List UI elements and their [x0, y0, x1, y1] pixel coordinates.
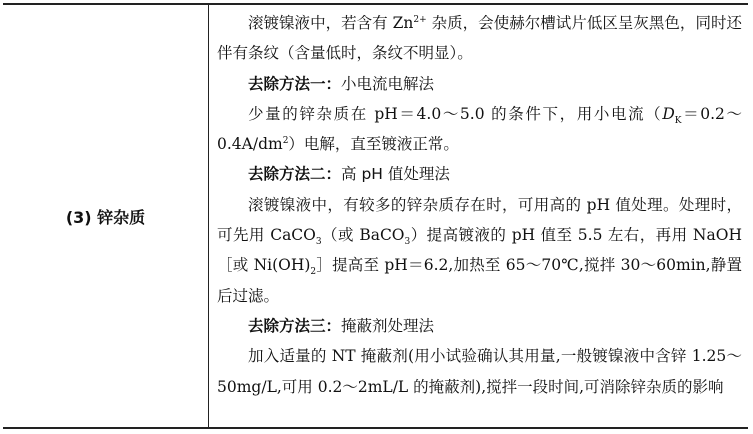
zinc-impurity-table — [3, 3, 748, 429]
method1-paragraph: 少量的锌杂质在 pH＝4.0～5.0 的条件下，用小电流$(D_K=0.2\sim 0.4A/dm^2)$电解，直至镀液正常。 — [217, 104, 742, 154]
method2-heading: 去除方法二：高 pH 值处理法 — [248, 165, 450, 184]
method1-heading: 去除方法一：小电流电解法 — [248, 74, 435, 93]
description-cell — [209, 5, 748, 427]
method2-paragraph: 滚镀镍液中，有较多的锌杂质存在时，可用高的 pH 值处理。处理时，可先用 CaCO$_3$（或 BaCO$_3$）提高镀液的 pH 值至 5.5 左右，再用 NaOH［或 $Ni(OH)_2]$提高至 pH＝6.2,加热至 65～70℃,搅拌 30～60min,静置后过滤。 — [217, 195, 742, 305]
method3-paragraph: 加入适量的 NT 掩蔽剂(用小试验确认其用量,一般镀镍液中含锌 1.25～50mg/L,可用 0.2～2mL/L 的掩蔽剂),搅拌一段时间,可消除锌杂质的影响 — [217, 347, 742, 396]
row-label: (3) 锌杂质 — [3, 5, 209, 427]
method3-heading: 去除方法三：掩蔽剂处理法 — [248, 316, 435, 335]
intro-paragraph: 滚镀镍液中，若含有 $Zn^{2+}$ 杂质，会使赫尔槽试片低区呈灰黑色，同时还伴有条纹（含量低时，条纹不明显）。 — [217, 14, 742, 63]
